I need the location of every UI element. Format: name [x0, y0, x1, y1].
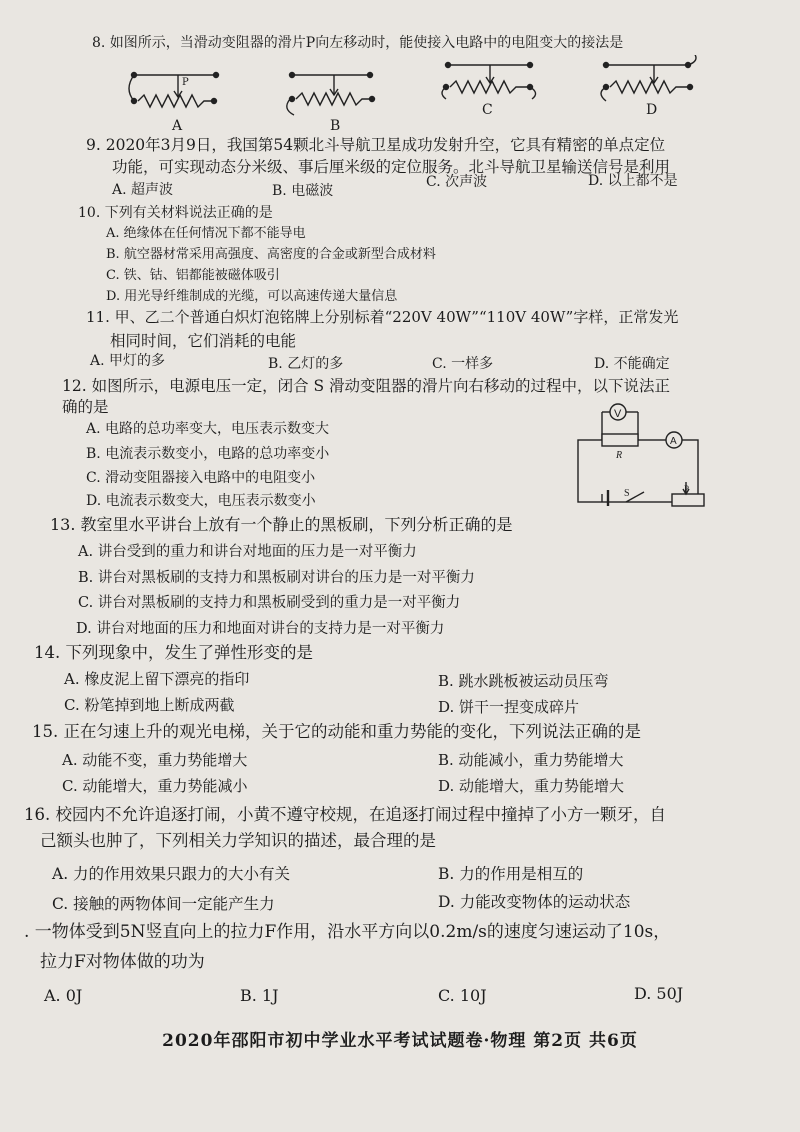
q13-stem: 13. 教室里水平讲台上放有一个静止的黑板刷，下列分析正确的是 — [50, 515, 513, 534]
q17-option-d: D. 50J — [634, 984, 684, 1003]
q11-line1: 11. 甲、乙二个普通白炽灯泡铭牌上分别标着“220V 40W”“110V 40W”字样，正常发光 — [86, 308, 679, 326]
q10-option-b: B. 航空器材常采用高强度、高密度的合金或新型合成材料 — [106, 247, 436, 262]
q15-option-c: C. 动能增大，重力势能减小 — [62, 777, 248, 795]
q14-option-c: C. 粉笔掉到地上断成两截 — [64, 696, 235, 714]
q8-label-a: A — [172, 118, 183, 134]
q17-option-c: C. 10J — [438, 986, 487, 1005]
q12-option-c: C. 滑动变阻器接入电路中的电阻变小 — [86, 470, 316, 486]
voltmeter-label: V — [614, 408, 622, 420]
q17-option-b: B. 1J — [240, 986, 279, 1005]
rheostat-a — [129, 73, 219, 108]
switch-label: S — [624, 488, 630, 499]
q8-pointer-label: P — [182, 77, 189, 88]
q17-option-a: A. 0J — [44, 986, 83, 1005]
resistor-label: R — [616, 450, 623, 461]
q12-option-a: A. 电路的总功率变大，电压表示数变大 — [86, 421, 330, 437]
q8-label-c: C — [482, 102, 493, 118]
slider-label: P — [684, 484, 690, 494]
q9-option-b: B. 电磁波 — [272, 183, 334, 199]
q9-line2: 功能，可实现动态分米级、事后厘米级的定位服务。北斗导航卫星输送信号是利用 — [112, 158, 671, 176]
rheostat-b — [287, 73, 375, 116]
q11-option-c: C. 一样多 — [432, 356, 494, 372]
q9-option-d: D. 以上都不是 — [588, 173, 678, 189]
q13-option-c: C. 讲台对黑板刷的支持力和黑板刷受到的重力是一对平衡力 — [78, 595, 461, 611]
q11-option-a: A. 甲灯的多 — [90, 353, 166, 369]
q12-line1: 12. 如图所示，电源电压一定，闭合 S 滑动变阻器的滑片向右移动的过程中，以下说法正 — [62, 377, 671, 395]
q16-line2: 己额头也肿了，下列相关力学知识的描述，最合理的是 — [40, 831, 436, 850]
q15-option-d: D. 动能增大，重力势能增大 — [438, 777, 625, 795]
page-footer: 2020年邵阳市初中学业水平考试试题卷·物理 第2页 共6页 — [162, 1031, 638, 1051]
q16-option-a: A. 力的作用效果只跟力的大小有关 — [52, 865, 291, 883]
q12-option-b: B. 电流表示数变小，电路的总功率变小 — [86, 446, 330, 462]
q14-option-b: B. 跳水跳板被运动员压弯 — [438, 672, 609, 690]
q9-option-a: A. 超声波 — [112, 182, 174, 198]
q10-option-c: C. 铁、钴、铝都能被磁体吸引 — [106, 268, 280, 283]
q12-line2: 确的是 — [62, 398, 109, 416]
q12-circuit-diagram — [568, 396, 728, 516]
q14-option-d: D. 饼干一捏变成碎片 — [438, 698, 580, 716]
q17-line1: . 一物体受到5N竖直向上的拉力F作用，沿水平方向以0.2m/s的速度匀速运动了10s， — [24, 922, 671, 942]
rheostat-d — [601, 55, 696, 101]
q8-label-b: B — [330, 118, 341, 134]
q9-option-c: C. 次声波 — [426, 174, 488, 190]
q10-option-d: D. 用光导纤维制成的光缆，可以高速传递大量信息 — [106, 289, 398, 304]
q11-line2: 相同时间，它们消耗的电能 — [110, 332, 297, 350]
q10-stem: 10. 下列有关材料说法正确的是 — [78, 205, 273, 221]
ammeter-label: A — [670, 436, 677, 447]
q8-stem: 8. 如图所示，当滑动变阻器的滑片P向左移动时，能使接入电路中的电阻变大的接法是 — [92, 35, 624, 51]
rheostat-c — [442, 63, 536, 100]
q11-option-d: D. 不能确定 — [594, 356, 670, 372]
q13-option-b: B. 讲台对黑板刷的支持力和黑板刷对讲台的压力是一对平衡力 — [78, 570, 475, 586]
q13-option-a: A. 讲台受到的重力和讲台对地面的压力是一对平衡力 — [78, 544, 417, 560]
q16-option-d: D. 力能改变物体的运动状态 — [438, 893, 631, 911]
q9-line1: 9. 2020年3月9日，我国第54颗北斗导航卫星成功发射升空，它具有精密的单点定位 — [86, 136, 666, 154]
q15-option-a: A. 动能不变，重力势能增大 — [62, 751, 248, 769]
q15-stem: 15. 正在匀速上升的观光电梯，关于它的动能和重力势能的变化，下列说法正确的是 — [32, 722, 641, 741]
q12-option-d: D. 电流表示数变大，电压表示数变小 — [86, 493, 316, 509]
q16-option-c: C. 接触的两物体间一定能产生力 — [52, 895, 275, 913]
q11-option-b: B. 乙灯的多 — [268, 356, 344, 372]
q16-option-b: B. 力的作用是相互的 — [438, 865, 584, 883]
q14-option-a: A. 橡皮泥上留下漂亮的指印 — [64, 670, 250, 688]
q14-stem: 14. 下列现象中，发生了弹性形变的是 — [34, 643, 313, 662]
q17-line2: 拉力F对物体做的功为 — [40, 952, 205, 972]
q15-option-b: B. 动能减小，重力势能增大 — [438, 751, 624, 769]
q13-option-d: D. 讲台对地面的压力和地面对讲台的支持力是一对平衡力 — [76, 621, 445, 637]
q8-label-d: D — [646, 102, 658, 118]
q16-line1: 16. 校园内不允许追逐打闹，小黄不遵守校规，在追逐打闹过程中撞掉了小方一颗牙，自 — [24, 805, 666, 824]
q10-option-a: A. 绝缘体在任何情况下都不能导电 — [106, 226, 306, 241]
